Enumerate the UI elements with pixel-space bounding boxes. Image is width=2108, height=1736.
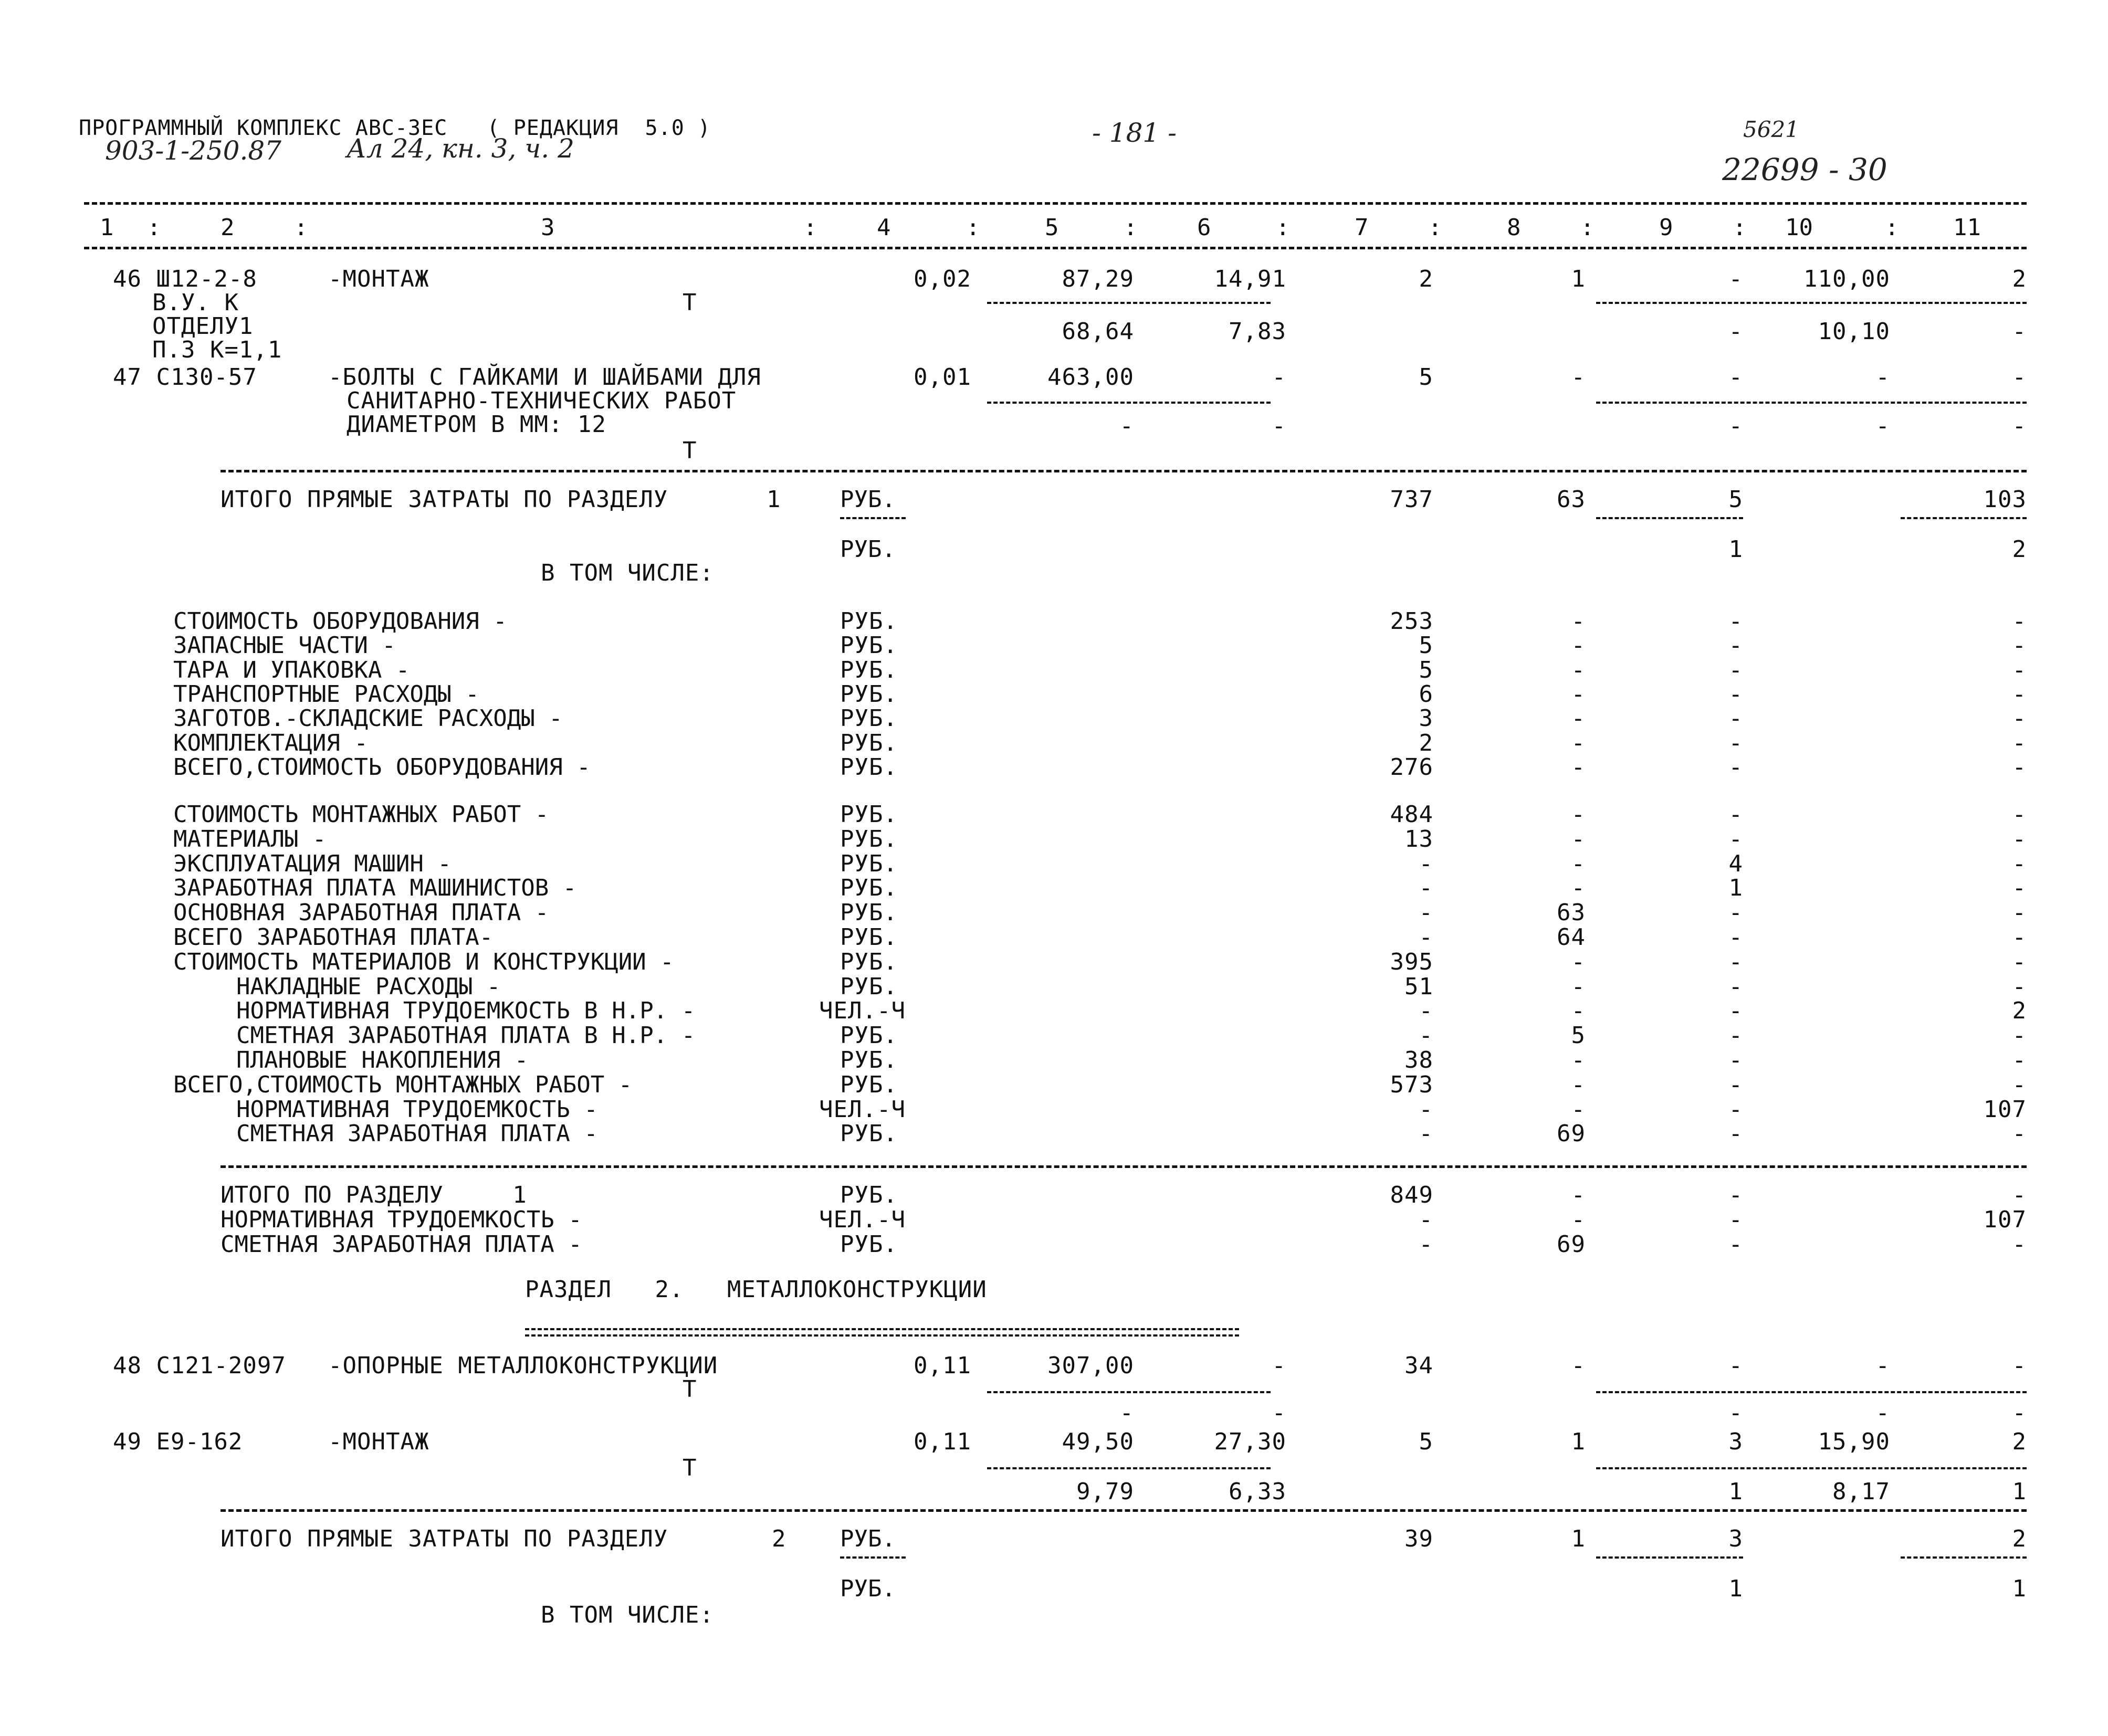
unit-label: РУБ. bbox=[840, 801, 898, 828]
cell-col10-bottom: 10,10 bbox=[1818, 318, 1890, 345]
col-sep: : bbox=[294, 214, 308, 241]
cell-col11-bottom: 1 bbox=[2012, 1575, 2027, 1602]
row-extra-line: ОТДЕЛУ1 bbox=[152, 313, 254, 340]
cell-col8: - bbox=[1571, 632, 1586, 659]
row-description: САНИТАРНО-ТЕХНИЧЕСКИХ РАБОТ bbox=[347, 387, 737, 414]
cell-col11: - bbox=[2012, 1047, 2027, 1074]
unit-label: РУБ. bbox=[840, 729, 898, 756]
album-reference: Ал 24, кн. 3, ч. 2 bbox=[347, 133, 574, 164]
cell-col11-top: - bbox=[2012, 364, 2027, 391]
cell-col11: - bbox=[2012, 680, 2027, 708]
cell-underline bbox=[987, 302, 1271, 304]
cell-col9-top: - bbox=[1728, 364, 1743, 391]
unit-label: РУБ. bbox=[840, 486, 896, 513]
row-unit: Т bbox=[683, 289, 697, 316]
col-sep: : bbox=[147, 214, 161, 241]
cell-col11-top: 2 bbox=[2012, 266, 2027, 292]
cell-col6-top: - bbox=[1272, 364, 1286, 391]
cell-col11-top: 2 bbox=[2012, 1525, 2027, 1552]
cell-col9-bottom: - bbox=[1728, 318, 1743, 345]
cell-col6-bottom: - bbox=[1272, 1400, 1286, 1426]
cell-col8: - bbox=[1571, 729, 1586, 756]
direct-costs-label: ИТОГО ПРЯМЫЕ ЗАТРАТЫ ПО РАЗДЕЛУ bbox=[221, 1525, 668, 1552]
cell-col9-top: - bbox=[1728, 266, 1743, 292]
cell-col9: 4 bbox=[1728, 850, 1743, 877]
row-label: НОРМАТИВНАЯ ТРУДОЕМКОСТЬ В Н.Р. - bbox=[236, 997, 696, 1025]
row-unit: Т bbox=[683, 1455, 697, 1481]
cell-col7: 39 bbox=[1404, 1525, 1433, 1552]
cell-col7: 2 bbox=[1419, 266, 1433, 292]
section-rule bbox=[221, 1165, 2027, 1168]
cell-col7: - bbox=[1419, 875, 1433, 902]
section-number: 2 bbox=[772, 1525, 786, 1552]
cell-col6-top: 14,91 bbox=[1214, 266, 1286, 292]
cell-col8: - bbox=[1571, 680, 1586, 708]
row-label: СМЕТНАЯ ЗАРАБОТНАЯ ПЛАТА - bbox=[236, 1120, 598, 1148]
cell-col7: - bbox=[1419, 924, 1433, 951]
col-head-4: 4 bbox=[877, 214, 891, 241]
row-label: МАТЕРИАЛЫ - bbox=[173, 825, 327, 853]
cell-quantity: 0,11 bbox=[914, 1428, 971, 1455]
cell-col8: - bbox=[1571, 1096, 1586, 1123]
cell-col11: - bbox=[2012, 825, 2027, 853]
cell-col8: - bbox=[1571, 825, 1586, 853]
unit-label: РУБ. bbox=[840, 1071, 898, 1098]
cell-col11-top: 103 bbox=[1983, 486, 2027, 513]
cell-col8: - bbox=[1571, 753, 1586, 781]
cell-underline bbox=[987, 1467, 1271, 1469]
cell-col9-bottom: 1 bbox=[1728, 1478, 1743, 1505]
cell-col6-top: - bbox=[1272, 1352, 1286, 1379]
cell-underline bbox=[1596, 302, 2027, 304]
program-line: ПРОГРАММНЫЙ КОМПЛЕКС АВС-ЗЕС ( РЕДАКЦИЯ 5.0 ) bbox=[79, 116, 711, 140]
col-sep: : bbox=[1733, 214, 1747, 241]
cell-col7: 3 bbox=[1419, 705, 1433, 732]
unit-label: РУБ. bbox=[840, 973, 898, 1000]
header-top-rule bbox=[84, 202, 2027, 205]
row-description: -БОЛТЫ С ГАЙКАМИ И ШАЙБАМИ ДЛЯ bbox=[328, 364, 761, 391]
col-sep: : bbox=[803, 214, 817, 241]
cell-col8: - bbox=[1571, 948, 1586, 975]
unit-label: РУБ. bbox=[840, 825, 898, 853]
cell-col11: 107 bbox=[1983, 1206, 2027, 1233]
col-head-3: 3 bbox=[541, 214, 555, 241]
cell-col7: - bbox=[1419, 1231, 1433, 1258]
col-sep: : bbox=[1428, 214, 1442, 241]
including-label: В ТОМ ЧИСЛЕ: bbox=[541, 1602, 714, 1628]
section-title-underline bbox=[525, 1328, 1239, 1337]
unit-label: РУБ. bbox=[840, 680, 898, 708]
col-head-7: 7 bbox=[1355, 214, 1369, 241]
cell-col11-bottom: - bbox=[2012, 1400, 2027, 1426]
cell-col8: - bbox=[1571, 705, 1586, 732]
row-label: НАКЛАДНЫЕ РАСХОДЫ - bbox=[236, 973, 501, 1000]
cell-col9: - bbox=[1728, 997, 1743, 1025]
cell-col5-top: 463,00 bbox=[1047, 364, 1134, 391]
cell-col8: - bbox=[1571, 1047, 1586, 1074]
cell-col9: - bbox=[1728, 1182, 1743, 1208]
cell-col9-top: - bbox=[1728, 1352, 1743, 1379]
cell-col7: - bbox=[1419, 899, 1433, 927]
cell-col9: - bbox=[1728, 1120, 1743, 1148]
cell-col11: - bbox=[2012, 973, 2027, 1000]
row-unit: Т bbox=[683, 1376, 697, 1403]
cell-col8: 5 bbox=[1571, 1022, 1586, 1049]
cell-col11: - bbox=[2012, 608, 2027, 635]
cell-col5-bottom: 9,79 bbox=[1076, 1478, 1134, 1505]
cell-col8: - bbox=[1571, 875, 1586, 902]
cell-col11-top: - bbox=[2012, 1352, 2027, 1379]
cell-col9: - bbox=[1728, 753, 1743, 781]
cell-col11: - bbox=[2012, 729, 2027, 756]
col-head-1: 1 bbox=[100, 214, 114, 241]
cell-col11: - bbox=[2012, 1231, 2027, 1258]
row-label: СМЕТНАЯ ЗАРАБОТНАЯ ПЛАТА - bbox=[221, 1231, 582, 1258]
row-label: СТОИМОСТЬ ОБОРУДОВАНИЯ - bbox=[173, 608, 507, 635]
cell-col8: - bbox=[1571, 1206, 1586, 1233]
col-head-9: 9 bbox=[1659, 214, 1673, 241]
row-label: ИТОГО ПО РАЗДЕЛУ 1 bbox=[221, 1182, 527, 1208]
cell-col9: - bbox=[1728, 729, 1743, 756]
unit-label: РУБ. bbox=[840, 753, 898, 781]
cell-col9: - bbox=[1728, 1206, 1743, 1233]
cell-col8: 64 bbox=[1557, 924, 1586, 951]
cell-col11: - bbox=[2012, 1022, 2027, 1049]
unit-label: ЧЕЛ.-Ч bbox=[819, 1096, 906, 1123]
col-head-6: 6 bbox=[1197, 214, 1211, 241]
cell-col7: 573 bbox=[1390, 1071, 1433, 1098]
cell-col9: - bbox=[1728, 1071, 1743, 1098]
row-description: ДИАМЕТРОМ В ММ: 12 bbox=[347, 411, 606, 438]
cell-col9: - bbox=[1728, 1047, 1743, 1074]
cell-underline bbox=[1596, 517, 1743, 519]
cell-col11: - bbox=[2012, 924, 2027, 951]
cell-col7: 276 bbox=[1390, 753, 1433, 781]
project-code: 903-1-250.87 bbox=[105, 135, 281, 166]
cell-underline bbox=[987, 402, 1271, 404]
cell-col8: 1 bbox=[1571, 1428, 1586, 1455]
row-label: ТРАНСПОРТНЫЕ РАСХОДЫ - bbox=[173, 680, 479, 708]
cell-col9-top: 3 bbox=[1728, 1525, 1743, 1552]
cell-col9: - bbox=[1728, 801, 1743, 828]
cell-col9: - bbox=[1728, 1231, 1743, 1258]
cell-col11-bottom: 2 bbox=[2012, 536, 2027, 563]
unit-label: РУБ. bbox=[840, 536, 896, 563]
cell-col9: - bbox=[1728, 608, 1743, 635]
cell-col7: 253 bbox=[1390, 608, 1433, 635]
cell-col9: - bbox=[1728, 948, 1743, 975]
cell-col7: 395 bbox=[1390, 948, 1433, 975]
row-label: СТОИМОСТЬ МАТЕРИАЛОВ И КОНСТРУКЦИИ - bbox=[173, 948, 674, 975]
including-label: В ТОМ ЧИСЛЕ: bbox=[541, 560, 714, 586]
row-label: ЗАГОТОВ.-СКЛАДСКИЕ РАСХОДЫ - bbox=[173, 705, 563, 732]
cell-underline bbox=[1596, 402, 2027, 404]
cell-underline bbox=[1596, 1556, 1743, 1559]
cell-col5-top: 49,50 bbox=[1062, 1428, 1134, 1455]
row-number-code: 48 С121-2097 bbox=[113, 1352, 286, 1379]
cell-underline bbox=[1596, 1467, 2027, 1469]
cell-col9: - bbox=[1728, 899, 1743, 927]
cell-col5-top: 307,00 bbox=[1047, 1352, 1134, 1379]
cell-col8: - bbox=[1571, 997, 1586, 1025]
cell-col10-top: - bbox=[1875, 1352, 1890, 1379]
unit-label: РУБ. bbox=[840, 1182, 898, 1208]
cell-col11: - bbox=[2012, 753, 2027, 781]
unit-label: ЧЕЛ.-Ч bbox=[819, 1206, 906, 1233]
unit-label: РУБ. bbox=[840, 1525, 896, 1552]
cell-col8: - bbox=[1571, 1182, 1586, 1208]
cell-underline bbox=[1901, 1556, 2027, 1559]
cell-col8: 69 bbox=[1557, 1231, 1586, 1258]
row-extra-line: В.У. К bbox=[152, 289, 239, 316]
col-sep: : bbox=[966, 214, 980, 241]
cell-col6-top: 27,30 bbox=[1214, 1428, 1286, 1455]
row-label: ПЛАНОВЫЕ НАКОПЛЕНИЯ - bbox=[236, 1047, 529, 1074]
row-label: НОРМАТИВНАЯ ТРУДОЕМКОСТЬ - bbox=[221, 1206, 582, 1233]
header-bottom-rule bbox=[84, 247, 2027, 249]
cell-col9: - bbox=[1728, 825, 1743, 853]
row-label: ОСНОВНАЯ ЗАРАБОТНАЯ ПЛАТА - bbox=[173, 899, 549, 927]
cell-col11-bottom: - bbox=[2012, 413, 2027, 439]
cell-col11: - bbox=[2012, 1120, 2027, 1148]
cell-col7: 5 bbox=[1419, 1428, 1433, 1455]
cell-col8: 63 bbox=[1557, 899, 1586, 927]
cell-quantity: 0,11 bbox=[914, 1352, 971, 1379]
cell-col8: - bbox=[1571, 656, 1586, 683]
cell-col11: - bbox=[2012, 656, 2027, 683]
col-head-10: 10 bbox=[1785, 214, 1813, 241]
cell-col11-bottom: 1 bbox=[2012, 1478, 2027, 1505]
direct-costs-label: ИТОГО ПРЯМЫЕ ЗАТРАТЫ ПО РАЗДЕЛУ bbox=[221, 486, 668, 513]
unit-label: РУБ. bbox=[840, 899, 898, 927]
unit-label: РУБ. bbox=[840, 850, 898, 877]
cell-col7: - bbox=[1419, 997, 1433, 1025]
cell-col7: 2 bbox=[1419, 729, 1433, 756]
cell-col7: - bbox=[1419, 1206, 1433, 1233]
cell-col9: - bbox=[1728, 632, 1743, 659]
row-label: ЗАПАСНЫЕ ЧАСТИ - bbox=[173, 632, 396, 659]
row-number-code: 49 Е9-162 bbox=[113, 1428, 243, 1455]
cell-col10-bottom: - bbox=[1875, 1400, 1890, 1426]
cell-underline bbox=[987, 1391, 1271, 1393]
row-label: ЭКСПЛУАТАЦИЯ МАШИН - bbox=[173, 850, 452, 877]
row-label: ТАРА И УПАКОВКА - bbox=[173, 656, 410, 683]
row-label: ВСЕГО ЗАРАБОТНАЯ ПЛАТА- bbox=[173, 924, 494, 951]
cell-underline bbox=[1901, 517, 2027, 519]
cell-quantity: 0,01 bbox=[914, 364, 971, 391]
cell-col8: - bbox=[1571, 608, 1586, 635]
row-number-code: 47 С130-57 bbox=[113, 364, 257, 391]
unit-label: РУБ. bbox=[840, 1022, 898, 1049]
row-extra-line: П.3 К=1,1 bbox=[152, 336, 282, 363]
cell-col8: - bbox=[1571, 1352, 1586, 1379]
cell-col5-bottom: 68,64 bbox=[1062, 318, 1134, 345]
cell-col8: - bbox=[1571, 850, 1586, 877]
row-description: -МОНТАЖ bbox=[328, 266, 429, 292]
cell-col11: - bbox=[2012, 875, 2027, 902]
cell-col9: - bbox=[1728, 1096, 1743, 1123]
unit-label: РУБ. bbox=[840, 608, 898, 635]
cell-col7: 34 bbox=[1404, 1352, 1433, 1379]
cell-col7: 849 bbox=[1390, 1182, 1433, 1208]
cell-col9: - bbox=[1728, 1022, 1743, 1049]
cell-col7: 51 bbox=[1404, 973, 1433, 1000]
cell-col10-top: - bbox=[1875, 364, 1890, 391]
col-sep: : bbox=[1124, 214, 1138, 241]
row-label: СТОИМОСТЬ МОНТАЖНЫХ РАБОТ - bbox=[173, 801, 549, 828]
row-description: -МОНТАЖ bbox=[328, 1428, 429, 1455]
unit-label: РУБ. bbox=[840, 1047, 898, 1074]
unit-label: РУБ. bbox=[840, 656, 898, 683]
cell-col8: 1 bbox=[1571, 266, 1586, 292]
cell-col10-bottom: 8,17 bbox=[1832, 1478, 1890, 1505]
cell-col8: 69 bbox=[1557, 1120, 1586, 1148]
cell-col6-bottom: - bbox=[1272, 413, 1286, 439]
cell-col11-top: 2 bbox=[2012, 1428, 2027, 1455]
cell-col11: 107 bbox=[1983, 1096, 2027, 1123]
row-number-code: 46 Ш12-2-8 bbox=[113, 266, 257, 292]
section-rule bbox=[221, 1509, 2027, 1512]
cell-col7: - bbox=[1419, 1022, 1433, 1049]
row-label: ЗАРАБОТНАЯ ПЛАТА МАШИНИСТОВ - bbox=[173, 875, 577, 902]
cell-col8: - bbox=[1571, 973, 1586, 1000]
cell-col8: 1 bbox=[1571, 1525, 1586, 1552]
cell-col9: - bbox=[1728, 680, 1743, 708]
cell-col9-top: 3 bbox=[1728, 1428, 1743, 1455]
cell-col11: - bbox=[2012, 850, 2027, 877]
cell-quantity: 0,02 bbox=[914, 266, 971, 292]
unit-label: РУБ. bbox=[840, 1575, 896, 1602]
cell-col5-bottom: - bbox=[1119, 1400, 1134, 1426]
cell-col6-bottom: 7,83 bbox=[1229, 318, 1286, 345]
cell-col9-top: 5 bbox=[1728, 486, 1743, 513]
cell-col11: 2 bbox=[2012, 997, 2027, 1025]
cell-col7: 38 bbox=[1404, 1047, 1433, 1074]
row-unit: Т bbox=[683, 437, 697, 464]
cell-col11: - bbox=[2012, 801, 2027, 828]
unit-label: ЧЕЛ.-Ч bbox=[819, 997, 906, 1025]
cell-col7: - bbox=[1419, 1120, 1433, 1148]
cell-col7: 5 bbox=[1419, 632, 1433, 659]
col-head-11: 11 bbox=[1953, 214, 1981, 241]
cell-col7: - bbox=[1419, 1096, 1433, 1123]
row-label: КОМПЛЕКТАЦИЯ - bbox=[173, 729, 368, 756]
col-head-2: 2 bbox=[221, 214, 235, 241]
stamp-bottom: 22699 - 30 bbox=[1722, 152, 1887, 187]
cell-col6-bottom: 6,33 bbox=[1229, 1478, 1286, 1505]
unit-label: РУБ. bbox=[840, 632, 898, 659]
cell-col9: - bbox=[1728, 924, 1743, 951]
cell-col9-bottom: 1 bbox=[1728, 536, 1743, 563]
unit-label: РУБ. bbox=[840, 705, 898, 732]
unit-label: РУБ. bbox=[840, 1120, 898, 1148]
cell-col9: 1 bbox=[1728, 875, 1743, 902]
cell-col11: - bbox=[2012, 948, 2027, 975]
cell-col11-bottom: - bbox=[2012, 318, 2027, 345]
section-rule bbox=[221, 470, 2027, 472]
unit-label: РУБ. bbox=[840, 1231, 898, 1258]
cell-col9-bottom: 1 bbox=[1728, 1575, 1743, 1602]
unit-label: РУБ. bbox=[840, 924, 898, 951]
unit-underline bbox=[840, 517, 906, 519]
cell-col9: - bbox=[1728, 705, 1743, 732]
cell-underline bbox=[1596, 1391, 2027, 1393]
col-head-8: 8 bbox=[1507, 214, 1521, 241]
cell-col10-bottom: - bbox=[1875, 413, 1890, 439]
unit-label: РУБ. bbox=[840, 948, 898, 975]
cell-col9: - bbox=[1728, 973, 1743, 1000]
cell-col7: 13 bbox=[1404, 825, 1433, 853]
cell-col11: - bbox=[2012, 705, 2027, 732]
cell-col7: - bbox=[1419, 850, 1433, 877]
cell-col8: 63 bbox=[1557, 486, 1586, 513]
cell-col7: 6 bbox=[1419, 680, 1433, 708]
cell-col11: - bbox=[2012, 1071, 2027, 1098]
page-number: - 181 - bbox=[1092, 118, 1177, 148]
stamp-top: 5621 bbox=[1743, 117, 1799, 142]
cell-col11: - bbox=[2012, 632, 2027, 659]
section-title: РАЗДЕЛ 2. МЕТАЛЛОКОНСТРУКЦИИ bbox=[525, 1276, 987, 1303]
cell-col7: 5 bbox=[1419, 656, 1433, 683]
col-head-5: 5 bbox=[1045, 214, 1059, 241]
cell-col5-bottom: - bbox=[1119, 413, 1134, 439]
cell-col11: - bbox=[2012, 899, 2027, 927]
row-label: СМЕТНАЯ ЗАРАБОТНАЯ ПЛАТА В Н.Р. - bbox=[236, 1022, 696, 1049]
cell-col9: - bbox=[1728, 656, 1743, 683]
row-label: ВСЕГО,СТОИМОСТЬ ОБОРУДОВАНИЯ - bbox=[173, 753, 591, 781]
cell-col7: 5 bbox=[1419, 364, 1433, 391]
col-sep: : bbox=[1580, 214, 1595, 241]
cell-col10-top: 15,90 bbox=[1818, 1428, 1890, 1455]
cell-col9-bottom: - bbox=[1728, 413, 1743, 439]
cell-col10-top: 110,00 bbox=[1803, 266, 1890, 292]
row-description: -ОПОРНЫЕ МЕТАЛЛОКОНСТРУКЦИИ bbox=[328, 1352, 718, 1379]
cell-col8: - bbox=[1571, 801, 1586, 828]
row-label: НОРМАТИВНАЯ ТРУДОЕМКОСТЬ - bbox=[236, 1096, 598, 1123]
cell-col11: - bbox=[2012, 1182, 2027, 1208]
col-sep: : bbox=[1276, 214, 1290, 241]
cell-col7: 737 bbox=[1390, 486, 1433, 513]
row-label: ВСЕГО,СТОИМОСТЬ МОНТАЖНЫХ РАБОТ - bbox=[173, 1071, 633, 1098]
col-sep: : bbox=[1885, 214, 1899, 241]
cell-col7: 484 bbox=[1390, 801, 1433, 828]
cell-col5-top: 87,29 bbox=[1062, 266, 1134, 292]
unit-label: РУБ. bbox=[840, 875, 898, 902]
cell-col8: - bbox=[1571, 364, 1586, 391]
unit-underline bbox=[840, 1556, 906, 1559]
cell-col8: - bbox=[1571, 1071, 1586, 1098]
section-number: 1 bbox=[767, 486, 781, 513]
cell-col9-bottom: - bbox=[1728, 1400, 1743, 1426]
